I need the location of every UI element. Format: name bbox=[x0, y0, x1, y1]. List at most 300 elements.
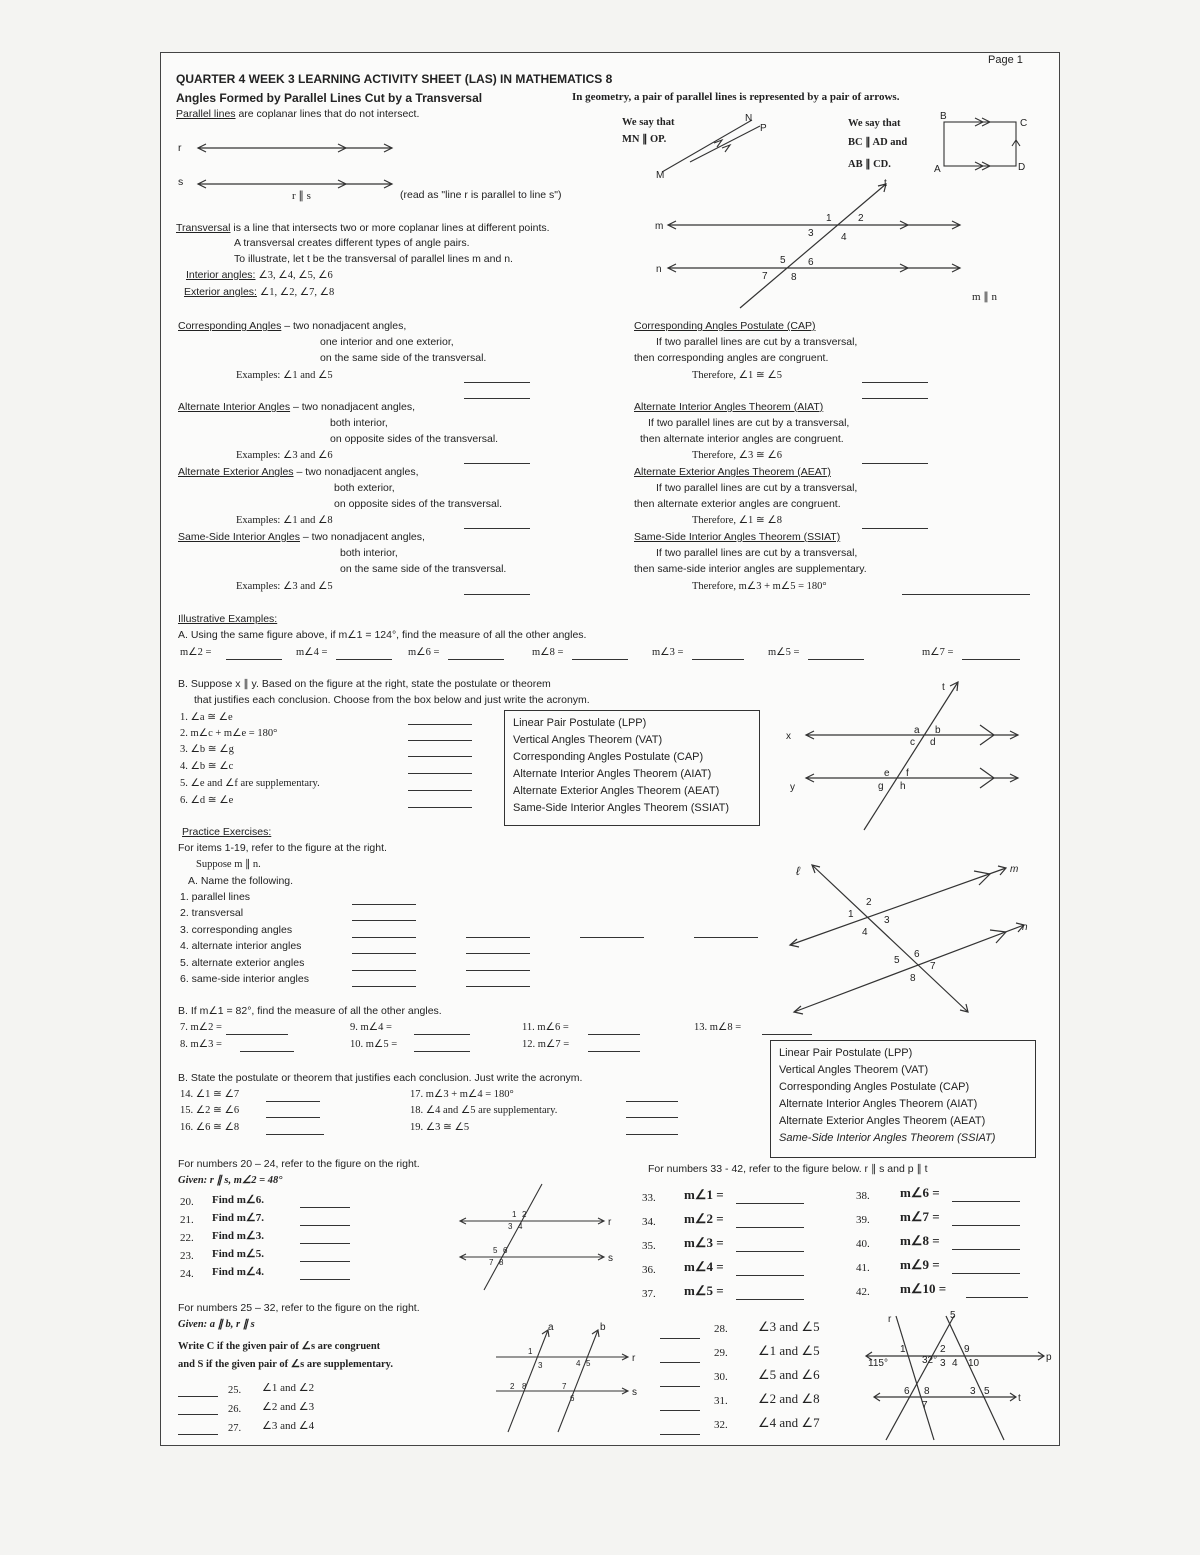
practice-c-item: 18. ∠4 and ∠5 are supplementary. bbox=[410, 1105, 558, 1116]
s28-text: ∠4 and ∠7 bbox=[758, 1415, 820, 1430]
illus-a-blank[interactable] bbox=[448, 647, 504, 660]
def-ca-l3: on the same side of the transversal. bbox=[320, 352, 487, 364]
s33-text: m∠5 = bbox=[684, 1283, 724, 1298]
mn-caption: m ∥ n bbox=[972, 291, 998, 303]
s25-blank[interactable] bbox=[178, 1402, 218, 1415]
s33-blank[interactable] bbox=[736, 1191, 804, 1204]
svg-text:n: n bbox=[1022, 922, 1028, 933]
thm-aeat-title: Alternate Exterior Angles Theorem (AEAT) bbox=[634, 466, 831, 478]
svg-text:3: 3 bbox=[808, 228, 814, 239]
svg-text:A: A bbox=[934, 164, 941, 175]
page-title: QUARTER 4 WEEK 3 LEARNING ACTIVITY SHEET (LAS) IN MATHEMATICS 8 bbox=[176, 72, 613, 86]
practice-a-blank[interactable] bbox=[352, 958, 416, 971]
svg-text:b: b bbox=[935, 725, 941, 736]
practice-b-blank[interactable] bbox=[226, 1022, 288, 1035]
s20-given: Given: r ∥ s, m∠2 = 48° bbox=[178, 1175, 283, 1186]
s28-text: ∠1 and ∠5 bbox=[758, 1343, 820, 1358]
svg-text:t: t bbox=[1018, 1393, 1021, 1404]
thm-aiat-l3: Therefore, ∠3 ≅ ∠6 bbox=[692, 450, 783, 461]
practice-c-blank[interactable] bbox=[266, 1105, 320, 1118]
practice-c-item: 19. ∠3 ≅ ∠5 bbox=[410, 1122, 470, 1133]
illus-b-blank[interactable] bbox=[408, 712, 472, 725]
svg-text:ℓ: ℓ bbox=[796, 864, 800, 878]
svg-text:b: b bbox=[600, 1322, 606, 1333]
choice-item: Alternate Exterior Angles Theorem (AEAT) bbox=[779, 1115, 986, 1127]
svg-text:3: 3 bbox=[538, 1361, 543, 1370]
practice-intro: For items 1-19, refer to the figure at the right. bbox=[178, 842, 387, 854]
practice-a-item: 4. alternate interior angles bbox=[180, 940, 302, 952]
def-aia-title-line bbox=[178, 401, 415, 413]
s38-num: 41. bbox=[856, 1262, 870, 1274]
svg-text:4: 4 bbox=[576, 1359, 581, 1368]
illus-a-blank[interactable] bbox=[572, 647, 628, 660]
illus-b-blank[interactable] bbox=[408, 795, 472, 808]
def-aia-example: Examples: ∠3 and ∠6 bbox=[236, 450, 333, 461]
def-aia-title: Alternate Interior Angles bbox=[178, 401, 291, 413]
svg-text:6: 6 bbox=[570, 1394, 575, 1403]
svg-text:2: 2 bbox=[940, 1344, 946, 1355]
s38-text: m∠9 = bbox=[900, 1257, 940, 1272]
s28-num: 29. bbox=[714, 1347, 728, 1359]
ca-answer-blank[interactable] bbox=[464, 370, 530, 383]
thm-aeat-l1: If two parallel lines are cut by a transversal, bbox=[656, 482, 858, 494]
s28-text: ∠5 and ∠6 bbox=[758, 1367, 820, 1382]
s38-blank[interactable] bbox=[952, 1189, 1020, 1202]
illus-b-item: 5. ∠e and ∠f are supplementary. bbox=[180, 778, 320, 789]
s28-blank[interactable] bbox=[660, 1374, 700, 1387]
s20-blank[interactable] bbox=[300, 1213, 350, 1226]
svg-text:3: 3 bbox=[884, 915, 890, 926]
s20-num: 22. bbox=[180, 1232, 194, 1244]
s38-text: m∠10 = bbox=[900, 1281, 947, 1296]
svg-text:4: 4 bbox=[862, 927, 868, 938]
choice-item: Corresponding Angles Postulate (CAP) bbox=[779, 1081, 970, 1093]
thm-ssiat-l1: If two parallel lines are cut by a transversal, bbox=[656, 547, 858, 559]
acronym-choice-box-2 bbox=[770, 1040, 1036, 1158]
illus-a-blank[interactable] bbox=[962, 647, 1020, 660]
svg-text:8: 8 bbox=[924, 1386, 930, 1397]
svg-text:8: 8 bbox=[791, 272, 797, 283]
practice-c-item: 14. ∠1 ≅ ∠7 bbox=[180, 1089, 240, 1100]
practice-a-blank[interactable] bbox=[694, 925, 758, 938]
practice-a-blank[interactable] bbox=[466, 958, 530, 971]
s20-text: Find m∠6. bbox=[212, 1194, 265, 1206]
svg-text:r: r bbox=[888, 1314, 892, 1325]
svg-text:g: g bbox=[878, 781, 884, 792]
practice-c-blank[interactable] bbox=[626, 1089, 678, 1102]
practice-title: Practice Exercises: bbox=[182, 826, 272, 838]
svg-text:6: 6 bbox=[808, 257, 814, 268]
svg-text:1: 1 bbox=[826, 213, 832, 224]
practice-b-item: 9. m∠4 = bbox=[350, 1022, 392, 1033]
svg-text:a: a bbox=[548, 1322, 554, 1333]
svg-text:1: 1 bbox=[512, 1210, 517, 1219]
illus-b-item: 4. ∠b ≅ ∠c bbox=[180, 761, 234, 772]
s33-blank[interactable] bbox=[736, 1287, 804, 1300]
illus-a-blank[interactable] bbox=[226, 647, 282, 660]
s20-num: 21. bbox=[180, 1214, 194, 1226]
svg-text:h: h bbox=[900, 781, 906, 792]
rs-caption: r ∥ s bbox=[292, 190, 311, 202]
svg-text:r: r bbox=[632, 1353, 636, 1364]
s20-text: Find m∠3. bbox=[212, 1230, 265, 1242]
s20-blank[interactable] bbox=[300, 1267, 350, 1280]
s33-num: 35. bbox=[642, 1240, 656, 1252]
s38-blank[interactable] bbox=[952, 1213, 1020, 1226]
s33-num: 37. bbox=[642, 1288, 656, 1300]
transversal-definition bbox=[176, 222, 550, 234]
svg-text:8: 8 bbox=[910, 973, 916, 984]
practice-a-blank[interactable] bbox=[466, 925, 530, 938]
choice-item: Alternate Exterior Angles Theorem (AEAT) bbox=[513, 785, 720, 797]
practice-b-item: 10. m∠5 = bbox=[350, 1039, 398, 1050]
s33-blank[interactable] bbox=[736, 1263, 804, 1276]
parallel-term: Parallel lines bbox=[176, 108, 236, 120]
practice-a-item: 2. transversal bbox=[180, 907, 244, 919]
practice-a-item: 3. corresponding angles bbox=[180, 924, 293, 936]
illus-a-blank[interactable] bbox=[808, 647, 864, 660]
svg-text:N: N bbox=[745, 113, 753, 124]
practice-b-blank[interactable] bbox=[762, 1022, 812, 1035]
practice-suppose: Suppose m ∥ n. bbox=[196, 859, 261, 870]
svg-text:D: D bbox=[1018, 162, 1026, 173]
aiat-answer-blank[interactable] bbox=[862, 451, 928, 464]
def-ca-title-line bbox=[178, 320, 406, 332]
thm-ssiat-l3: Therefore, m∠3 + m∠5 = 180° bbox=[692, 581, 827, 592]
s28-blank[interactable] bbox=[660, 1350, 700, 1363]
cap-answer-blank[interactable] bbox=[862, 370, 928, 383]
practice-b-blank[interactable] bbox=[588, 1039, 640, 1052]
svg-text:8: 8 bbox=[522, 1382, 527, 1391]
svg-text:n: n bbox=[656, 264, 662, 275]
svg-text:m: m bbox=[1010, 864, 1019, 875]
choice-item: Linear Pair Postulate (LPP) bbox=[779, 1047, 913, 1059]
label-r: r bbox=[178, 142, 182, 154]
practice-a-blank[interactable] bbox=[352, 974, 416, 987]
s20-text: Find m∠7. bbox=[212, 1212, 265, 1224]
practice-a-blank[interactable] bbox=[352, 925, 416, 938]
svg-text:m: m bbox=[655, 221, 664, 232]
practice-c-item: 15. ∠2 ≅ ∠6 bbox=[180, 1105, 240, 1116]
ssiat-answer-blank[interactable] bbox=[902, 582, 1030, 595]
def-aia-l2: both interior, bbox=[330, 417, 388, 429]
def-ssi-example: Examples: ∠3 and ∠5 bbox=[236, 581, 333, 592]
thm-aiat-l1: If two parallel lines are cut by a transversal, bbox=[648, 417, 850, 429]
svg-text:p: p bbox=[1046, 1352, 1052, 1363]
def-aia-l1: – two nonadjacent angles, bbox=[293, 401, 416, 413]
illustrative-b-l2: that justifies each conclusion. Choose from the box below and just write the acronym. bbox=[194, 694, 590, 706]
practice-a-item: 1. parallel lines bbox=[180, 891, 251, 903]
illus-b-item: 2. m∠c + m∠e = 180° bbox=[180, 728, 278, 739]
ca-answer-blank-2[interactable] bbox=[464, 386, 530, 399]
s25-blank[interactable] bbox=[178, 1422, 218, 1435]
s25-blank[interactable] bbox=[178, 1384, 218, 1397]
thm-cap-l2: then corresponding angles are congruent. bbox=[634, 352, 829, 364]
s28-num: 28. bbox=[714, 1323, 728, 1335]
fig-angle-32: 32° bbox=[922, 1355, 938, 1366]
def-ssi-title: Same-Side Interior Angles bbox=[178, 531, 300, 543]
bc-note-3: AB ∥ CD. bbox=[848, 159, 891, 170]
practice-a-blank[interactable] bbox=[466, 974, 530, 987]
practice-b-item: 7. m∠2 = bbox=[180, 1022, 222, 1033]
def-ca-l1: – two nonadjacent angles, bbox=[284, 320, 407, 332]
s38-num: 42. bbox=[856, 1286, 870, 1298]
svg-text:10: 10 bbox=[968, 1358, 980, 1369]
s20-blank[interactable] bbox=[300, 1249, 350, 1262]
illus-a-item: m∠3 = bbox=[652, 647, 684, 658]
illus-a-item: m∠7 = bbox=[922, 647, 954, 658]
illus-b-blank[interactable] bbox=[408, 761, 472, 774]
practice-c-item: 16. ∠6 ≅ ∠8 bbox=[180, 1122, 240, 1133]
def-ca-l2: one interior and one exterior, bbox=[320, 336, 454, 348]
aea-answer-blank[interactable] bbox=[464, 516, 530, 529]
svg-text:5: 5 bbox=[894, 955, 900, 966]
svg-text:8: 8 bbox=[499, 1258, 504, 1267]
s28-num: 31. bbox=[714, 1395, 728, 1407]
svg-text:t: t bbox=[942, 682, 945, 693]
ssi-answer-blank[interactable] bbox=[464, 582, 530, 595]
rs-read-as: (read as "line r is parallel to line s") bbox=[400, 189, 562, 201]
svg-text:d: d bbox=[930, 737, 936, 748]
svg-text:c: c bbox=[910, 737, 915, 748]
s33-num: 33. bbox=[642, 1192, 656, 1204]
s25-num: 26. bbox=[228, 1404, 242, 1415]
illus-a-item: m∠2 = bbox=[180, 647, 212, 658]
svg-text:7: 7 bbox=[562, 1382, 567, 1391]
svg-text:2: 2 bbox=[510, 1382, 515, 1391]
svg-text:2: 2 bbox=[858, 213, 864, 224]
s25-num: 25. bbox=[228, 1385, 242, 1396]
def-aea-l1: – two nonadjacent angles, bbox=[296, 466, 419, 478]
s33-text: m∠1 = bbox=[684, 1187, 724, 1202]
cap-answer-blank-2[interactable] bbox=[862, 386, 928, 399]
svg-text:3: 3 bbox=[970, 1386, 976, 1397]
practice-c-blank[interactable] bbox=[266, 1089, 320, 1102]
aeat-answer-blank[interactable] bbox=[862, 516, 928, 529]
s28-num: 32. bbox=[714, 1419, 728, 1431]
practice-c: B. State the postulate or theorem that justifies each conclusion. Just write the acronym. bbox=[178, 1072, 583, 1084]
svg-text:4: 4 bbox=[952, 1358, 958, 1369]
s25-write-1: Write C if the given pair of ∠s are congruent bbox=[178, 1341, 381, 1352]
interior-values: ∠3, ∠4, ∠5, ∠6 bbox=[258, 270, 333, 281]
s33-blank[interactable] bbox=[736, 1215, 804, 1228]
practice-b-blank[interactable] bbox=[240, 1039, 294, 1052]
s33-text: m∠2 = bbox=[684, 1211, 724, 1226]
interior-angles bbox=[186, 269, 333, 281]
s25-text: ∠1 and ∠2 bbox=[262, 1382, 315, 1394]
choice-item: Same-Side Interior Angles Theorem (SSIAT) bbox=[513, 802, 730, 814]
choice-item: Alternate Interior Angles Theorem (AIAT) bbox=[779, 1098, 978, 1110]
exterior-label: Exterior angles: bbox=[184, 286, 257, 298]
practice-a-item: 6. same-side interior angles bbox=[180, 973, 309, 985]
practice-b: B. If m∠1 = 82°, find the measure of all the other angles. bbox=[178, 1005, 442, 1017]
s28-text: ∠2 and ∠8 bbox=[758, 1391, 820, 1406]
interior-label: Interior angles: bbox=[186, 269, 256, 281]
thm-cap-l1: If two parallel lines are cut by a transversal, bbox=[656, 336, 858, 348]
choice-item: Linear Pair Postulate (LPP) bbox=[513, 717, 647, 729]
svg-text:2: 2 bbox=[866, 897, 872, 908]
s20-num: 20. bbox=[180, 1196, 194, 1208]
s38-blank[interactable] bbox=[952, 1237, 1020, 1250]
svg-text:x: x bbox=[786, 731, 791, 742]
svg-text:5: 5 bbox=[780, 255, 786, 266]
illus-b-blank[interactable] bbox=[408, 744, 472, 757]
thm-cap-title: Corresponding Angles Postulate (CAP) bbox=[634, 320, 816, 332]
practice-b-item: 12. m∠7 = bbox=[522, 1039, 570, 1050]
choice-item: Alternate Interior Angles Theorem (AIAT) bbox=[513, 768, 712, 780]
s20-text: Find m∠4. bbox=[212, 1266, 265, 1278]
def-aea-l2: both exterior, bbox=[334, 482, 395, 494]
practice-c-item: 17. m∠3 + m∠4 = 180° bbox=[410, 1089, 514, 1100]
illus-a-blank[interactable] bbox=[692, 647, 744, 660]
acronym-choice-box bbox=[504, 710, 760, 826]
svg-text:2: 2 bbox=[522, 1210, 527, 1219]
s33-num: 34. bbox=[642, 1216, 656, 1228]
svg-text:1: 1 bbox=[848, 909, 854, 920]
geometry-note: In geometry, a pair of parallel lines is represented by a pair of arrows. bbox=[572, 91, 900, 103]
svg-text:9: 9 bbox=[964, 1344, 970, 1355]
s20-num: 23. bbox=[180, 1250, 194, 1262]
practice-a-blank[interactable] bbox=[352, 908, 416, 921]
s25-num: 27. bbox=[228, 1423, 242, 1434]
illus-b-item: 3. ∠b ≅ ∠g bbox=[180, 744, 234, 755]
exterior-values: ∠1, ∠2, ∠7, ∠8 bbox=[259, 287, 335, 298]
parallel-def-text: are coplanar lines that do not intersect. bbox=[238, 108, 420, 120]
aia-answer-blank[interactable] bbox=[464, 451, 530, 464]
choice-item: Corresponding Angles Postulate (CAP) bbox=[513, 751, 704, 763]
transversal-def-text: is a line that intersects two or more coplanar lines at different points. bbox=[233, 222, 550, 234]
svg-text:3: 3 bbox=[508, 1222, 513, 1231]
practice-a-blank[interactable] bbox=[352, 892, 416, 905]
practice-b-blank[interactable] bbox=[414, 1022, 470, 1035]
illustrative-a: A. Using the same figure above, if m∠1 = 124°, find the measure of all the other angles. bbox=[178, 629, 587, 641]
def-aea-example: Examples: ∠1 and ∠8 bbox=[236, 515, 333, 526]
svg-text:5: 5 bbox=[586, 1359, 591, 1368]
practice-a-blank[interactable] bbox=[466, 941, 530, 954]
exterior-angles bbox=[184, 286, 334, 298]
svg-text:s: s bbox=[608, 1253, 613, 1264]
practice-c-blank[interactable] bbox=[626, 1105, 678, 1118]
s38-blank[interactable] bbox=[952, 1261, 1020, 1274]
def-ssi-l1: – two nonadjacent angles, bbox=[302, 531, 425, 543]
def-ssi-title-line bbox=[178, 531, 425, 543]
s38-text: m∠6 = bbox=[900, 1185, 940, 1200]
label-s: s bbox=[178, 176, 184, 188]
s20-blank[interactable] bbox=[300, 1231, 350, 1244]
def-aia-l3: on opposite sides of the transversal. bbox=[330, 433, 499, 445]
practice-c-blank[interactable] bbox=[266, 1122, 324, 1135]
thm-ssiat-l2: then same-side interior angles are supplementary. bbox=[634, 563, 867, 575]
illus-b-blank[interactable] bbox=[408, 778, 472, 791]
def-ssi-l3: on the same side of the transversal. bbox=[340, 563, 507, 575]
s33-num: 36. bbox=[642, 1264, 656, 1276]
s33-intro: For numbers 33 - 42, refer to the figure below. r ∥ s and p ∥ t bbox=[648, 1163, 928, 1175]
s28-blank[interactable] bbox=[660, 1326, 700, 1339]
svg-text:s: s bbox=[632, 1387, 637, 1398]
s28-blank[interactable] bbox=[660, 1422, 700, 1435]
practice-b-item: 13. m∠8 = bbox=[694, 1022, 742, 1033]
s25-text: ∠2 and ∠3 bbox=[262, 1401, 315, 1413]
thm-aeat-l2: then alternate exterior angles are congruent. bbox=[634, 498, 841, 510]
s38-num: 38. bbox=[856, 1190, 870, 1202]
s28-text: ∠3 and ∠5 bbox=[758, 1319, 820, 1334]
practice-c-blank[interactable] bbox=[626, 1122, 678, 1135]
page-label: Page 1 bbox=[988, 54, 1023, 66]
practice-b-item: 11. m∠6 = bbox=[522, 1022, 569, 1033]
mn-note-2: MN ∥ OP. bbox=[622, 134, 667, 145]
illus-a-blank[interactable] bbox=[336, 647, 392, 660]
s28-blank[interactable] bbox=[660, 1398, 700, 1411]
choice-item: Same-Side Interior Angles Theorem (SSIAT) bbox=[779, 1132, 996, 1144]
illus-a-item: m∠6 = bbox=[408, 647, 440, 658]
def-ssi-l2: both interior, bbox=[340, 547, 398, 559]
choice-item: Vertical Angles Theorem (VAT) bbox=[779, 1064, 929, 1076]
practice-a-blank[interactable] bbox=[352, 941, 416, 954]
s25-intro: For numbers 25 – 32, refer to the figure on the right. bbox=[178, 1302, 420, 1314]
practice-b-blank[interactable] bbox=[414, 1039, 470, 1052]
parallel-definition bbox=[176, 108, 419, 120]
transversal-line-3: To illustrate, let t be the transversal of parallel lines m and n. bbox=[234, 253, 513, 265]
s38-text: m∠7 = bbox=[900, 1209, 940, 1224]
page-subtitle: Angles Formed by Parallel Lines Cut by a Transversal bbox=[176, 91, 483, 105]
svg-text:4: 4 bbox=[841, 232, 847, 243]
practice-a-blank[interactable] bbox=[580, 925, 644, 938]
svg-text:P: P bbox=[760, 123, 767, 134]
svg-text:C: C bbox=[1020, 118, 1028, 129]
thm-aeat-l3: Therefore, ∠1 ≅ ∠8 bbox=[692, 515, 783, 526]
illus-b-blank[interactable] bbox=[408, 728, 472, 741]
svg-text:1: 1 bbox=[528, 1347, 533, 1356]
thm-aiat-title: Alternate Interior Angles Theorem (AIAT) bbox=[634, 401, 824, 413]
s33-blank[interactable] bbox=[736, 1239, 804, 1252]
svg-text:5: 5 bbox=[950, 1310, 956, 1321]
thm-cap-l3: Therefore, ∠1 ≅ ∠5 bbox=[692, 370, 783, 381]
s20-text: Find m∠5. bbox=[212, 1248, 265, 1260]
s33-text: m∠3 = bbox=[684, 1235, 724, 1250]
s20-num: 24. bbox=[180, 1268, 194, 1280]
illustrative-title: Illustrative Examples: bbox=[178, 613, 278, 625]
svg-text:6: 6 bbox=[914, 949, 920, 960]
s38-blank[interactable] bbox=[966, 1285, 1028, 1298]
illus-a-item: m∠5 = bbox=[768, 647, 800, 658]
mn-note-1: We say that bbox=[622, 117, 675, 128]
practice-b-blank[interactable] bbox=[588, 1022, 640, 1035]
svg-text:a: a bbox=[914, 725, 920, 736]
s38-text: m∠8 = bbox=[900, 1233, 940, 1248]
s25-text: ∠3 and ∠4 bbox=[262, 1420, 315, 1432]
fig-angle-115: 115° bbox=[868, 1358, 888, 1369]
svg-text:6: 6 bbox=[904, 1386, 910, 1397]
svg-text:e: e bbox=[884, 768, 890, 779]
s20-blank[interactable] bbox=[300, 1195, 350, 1208]
illus-b-item: 6. ∠d ≅ ∠e bbox=[180, 795, 234, 806]
bc-note-1: We say that bbox=[848, 118, 901, 129]
def-ca-example: Examples: ∠1 and ∠5 bbox=[236, 370, 333, 381]
svg-text:B: B bbox=[940, 111, 947, 122]
bc-note-2: BC ∥ AD and bbox=[848, 137, 908, 148]
transversal-term: Transversal bbox=[176, 222, 231, 234]
svg-text:3: 3 bbox=[940, 1358, 946, 1369]
svg-text:f: f bbox=[906, 768, 909, 779]
s28-num: 30. bbox=[714, 1371, 728, 1383]
illus-a-item: m∠8 = bbox=[532, 647, 564, 658]
def-ca-title: Corresponding Angles bbox=[178, 320, 282, 332]
s25-given: Given: a ∥ b, r ∥ s bbox=[178, 1319, 255, 1330]
s20-intro: For numbers 20 – 24, refer to the figure on the right. bbox=[178, 1158, 420, 1170]
svg-text:y: y bbox=[790, 782, 795, 793]
svg-text:6: 6 bbox=[503, 1246, 508, 1255]
choice-item: Vertical Angles Theorem (VAT) bbox=[513, 734, 663, 746]
